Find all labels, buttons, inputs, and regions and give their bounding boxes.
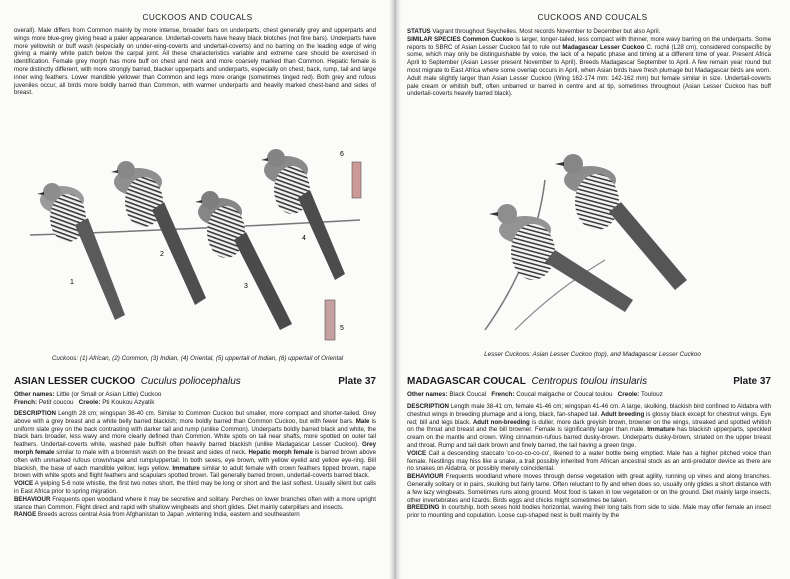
species-scientific-name: Centropus toulou insularis: [531, 376, 648, 387]
fig-number-1: 1: [70, 279, 74, 286]
status-paragraph: STATUS Vagrant throughout Seychelles. Most records November to December but also April. SIMILAR SPECIES Common Cuckoo is larger, longer-tailed, less compact with thinner, more wavy barring on the underparts. Some reports to SBRC of Asian Lesser Cuckoo fail to rule out Madagascar Lesser Cuckoo C. rochii (L28 cm), considered conspecific by some, which may only be distinguishable by voice, the lack of a hepatic phase and timing at a different time of year. Present Africa April to September (Asian Lesser present November to April). Breeds Madagascar September to April. A few remain year round but most migrate to East Africa where some overlap occurs in April, when Asian birds have fresh plumage but Madagascar birds are worn. Adult male slightly larger than Asian Lesser Cuckoo (Wing 162-174 mm: 142-162 mm) but female similar in size. Undertail-coverts pale cream or whitish buff, often unbarred or barred in centre and at tip, sometimes throughout (Asian Lesser Cuckoo has buff undertail-coverts heavily barred black).: [407, 28, 772, 98]
bird-oriental-cuckoo: [261, 149, 345, 280]
uppertail-indian: [325, 300, 335, 340]
species-common-name: ASIAN LESSER CUCKOO: [14, 376, 136, 387]
fig-number-5: 5: [340, 325, 344, 332]
intro-paragraph: overall). Male differs from Common mainly by more intense, broader bars on underparts, chest generally grey and upperparts and wings more blue-grey giving head a paler appearance. Undertail-coverts have heavy black blotches (not fine bars). Underparts have more yellowish or buff wash (especially on under-wing-coverts and undertail-coverts) and no barring on the leading edge of wing giving a mainly white patch below the carpal joint. All these characteristics variable and extreme care should be exercised in identification. Female grey morph has more buff on chest and neck and more coarsely marked than Common. Hepatic female is more distinctly different, with more strongly barred, blacker upperparts and underparts, especially on chest, back, rump, tail and large inner wing feathers. Lower mandible yellower than Common and legs more orange (sometimes tinged red). Both grey and rufous juveniles occur, all birds more boldly barred than Common, with warmer underparts and heavily marked chest-band and sides of breast.: [14, 27, 376, 97]
bird-common-cuckoo: [111, 161, 206, 305]
plate-reference: Plate 37: [733, 376, 771, 387]
lesser-cuckoos-illustration: [475, 140, 745, 340]
other-names-left: Other names: Little (or Small or Asian Little) Cuckoo French: Petit coucou Creole: Pti Koukou Azyatik: [14, 391, 162, 406]
fig-number-6: 6: [340, 151, 344, 158]
species-title-right: [407, 376, 771, 387]
species-common-name: MADAGASCAR COUCAL: [407, 376, 526, 387]
book-spine: [389, 0, 401, 579]
figure-caption-left: Cuckoos: (1) African, (2) Common, (3) Indian, (4) Oriental, (5) uppertail of Indian, (6) uppertail of Oriental: [51, 355, 344, 362]
bird-indian-cuckoo: [195, 191, 292, 330]
species-scientific-name: Cuculus poliocephalus: [140, 376, 241, 387]
running-head-left: CUCKOOS AND COUCALS: [142, 13, 253, 22]
species-body-right: DESCRIPTION Length male 38-41 cm, female 41-46 cm; wingspan 41-46 cm. A large, skulking, blackish bird confined to Aldabra with chestnut wings in breeding plumage and a long, black, fan-shaped tail. Adult breeding is glossy black except for chestnut wings. Eye red; bill and legs black. Adult non-breeding is duller, more dark greyish brown, browner on the wings, streaked and spotted whitish on the throat and breast and the bill browner. Female is significantly larger than male. Immature has blackish upperparts, speckled cream on the mantle and crown. Wing cinnamon-rufous barred dusky-brown. Underparts dusky-brown, striated on the upper breast and throat. Rump and tail dark brown and finely barred, the tail having a green tinge. VOICE Call a descending staccato 'co-co-co-co-co', likened to a water bottle being emptied. Male has a higher pitched voice than female. Nestlings may hiss like a snake, a trait possibly inherited from African ancestral stock as an anti-predator device as there are no snakes on Aldabra, or possibly merely coincidental. BEHAVIOUR Frequents woodland where moves through dense vegetation with great agility, running up vines and along branches. Generally solitary or in pairs, skulking but fairly tame. Often reluctant to fly and when does so, usually only glides a short distance with a few lazy wingbeats. Sometimes runs along ground. Most food is taken in low vegetation or on the ground. Diet mainly large insects, other invertebrates and lizards. Birds eggs and chicks might sometimes be taken. BREEDING In courtship, both sexes hold bodies horizontal, waving their long tails from side to side. Male may offer female an insect prior to mounting and copulation. Loose cup-shaped nest is built mainly by the: [407, 403, 771, 520]
running-head-right: CUCKOOS AND COUCALS: [537, 13, 648, 22]
species-body-left: DESCRIPTION Length 28 cm; wingspan 38-40 cm. Similar to Common Cuckoo but smaller, more compact and shorter-tailed. Grey above with a grey breast and a white belly barred blackish; more boldly barred than Common Cuckoo, but with fewer bars. Male is uniform slate grey on the back contrasting with darker tail and rump (unlike Common). Underparts boldly barred black and white, the black bars broader, less wavy and more clearly defined than Common. White spots on tail near shafts, more spotted on outer tail feathers. Undertail-coverts white, washed pale buffish often heavily barred blackish (unlike Madagascar Lesser Cuckoo). Grey morph female similar to male with a brownish wash on the breast and sides of neck. Hepatic morph female is barred brown above often with unmarked rufous crown/nape and rump/uppertail. In both sexes, eye brown, with yellow eyelid and yellow eye-ring. Bill blackish, the base of each mandible yellow; legs yellow. Immature similar to adult female with crown feathers tipped brown, nape brown with white spots and flight feathers and scapulars spotted brown. Tail generally barred brown, undertail-coverts barred black. VOICE A yelping 5-6 note whistle, the first two notes short, the third may be long or short and the last softest. Usually silent but calls in East Africa prior to spring migration. BEHAVIOUR Frequents open woodland where it may be secretive and solitary. Perches on lower branches often with a more upright stance than Common. Flight direct and rapid with shallow wingbeats and short glides. Diet mainly caterpillars and insects. RANGE Breeds across central Asia from Afghanistan to Japan ,wintering India, eastern and southeastern: [14, 410, 376, 519]
fig-number-3: 3: [244, 283, 248, 290]
plate-reference: Plate 37: [338, 376, 376, 387]
fig-number-2: 2: [160, 251, 164, 258]
fig-number-4: 4: [302, 235, 306, 242]
other-names-right: Other names: Black Coucal French: Coucal malgache or Coucal toulou Creole: Toulouz: [407, 391, 663, 398]
species-title-left: [14, 376, 376, 387]
bird-african-cuckoo: [37, 183, 125, 320]
cuckoos-illustration: [30, 140, 370, 352]
right-page: [395, 0, 790, 579]
uppertail-oriental: [352, 162, 361, 198]
figure-caption-right: Lesser Cuckoos: Asian Lesser Cuckoo (top), and Madagascar Lesser Cuckoo: [484, 351, 701, 358]
